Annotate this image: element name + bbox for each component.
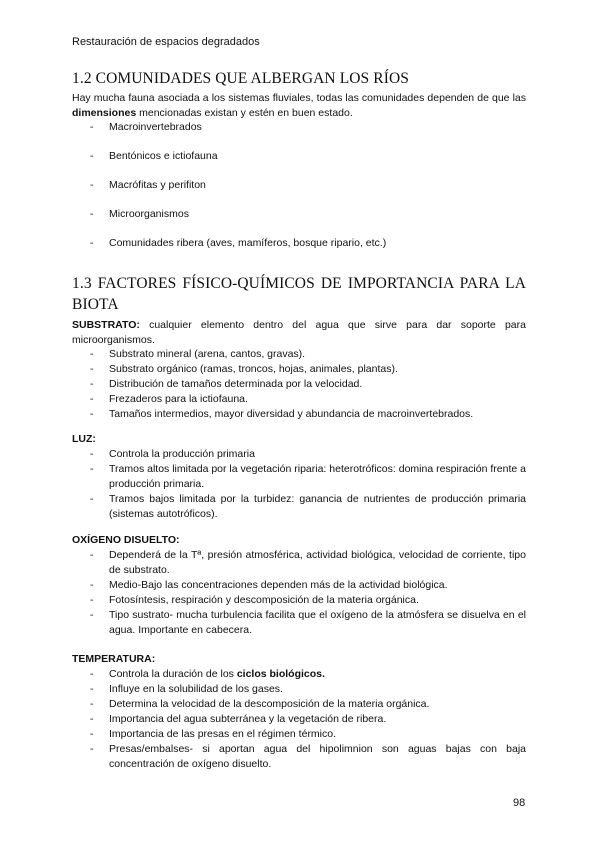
list-item-text: Presas/embalses- si aportan agua del hipolimnion son aguas bajas con baja concentración de oxígeno disuelto. bbox=[109, 742, 526, 770]
substrato-list bbox=[72, 347, 526, 422]
intro-text-end: mencionadas existan y estén en buen estado. bbox=[136, 106, 353, 119]
luz-block bbox=[72, 432, 526, 522]
dash-bullet: - bbox=[90, 408, 94, 420]
dash-bullet: - bbox=[90, 727, 94, 740]
dash-bullet: - bbox=[90, 348, 94, 360]
temperatura-heading bbox=[72, 652, 526, 667]
list-item-text: Microorganismos bbox=[109, 208, 189, 220]
list-item bbox=[72, 608, 526, 638]
substrato-label: SUBSTRATO: bbox=[72, 319, 140, 331]
dash-bullet: - bbox=[90, 593, 94, 606]
dash-bullet: - bbox=[90, 447, 94, 460]
list-item-text: Macroinvertebrados bbox=[109, 121, 202, 133]
communities-list bbox=[72, 120, 526, 251]
list-item-text: Medio-Bajo las concentraciones dependen más de la actividad biológica. bbox=[109, 578, 448, 591]
list-item bbox=[72, 362, 526, 377]
dash-bullet: - bbox=[90, 363, 94, 375]
section-1-2-intro bbox=[72, 91, 526, 120]
temperatura-list bbox=[72, 667, 526, 772]
oxigeno-label: OXÍGENO DISUELTO: bbox=[72, 534, 180, 546]
section-1-3-title-line1: 1.3 FACTORES FÍSICO-QUÍMICOS DE IMPORTANCIA PARA LA bbox=[72, 275, 526, 292]
dash-bullet: - bbox=[90, 548, 94, 561]
dash-bullet: - bbox=[90, 121, 94, 133]
dash-bullet: - bbox=[90, 492, 94, 505]
list-item bbox=[72, 407, 526, 422]
list-item-text: Tramos bajos limitada por la turbidez: ganancia de nutrientes de producción primaria (sistemas autotróficos). bbox=[109, 492, 526, 520]
list-item-text: Macrófitas y perifiton bbox=[109, 179, 206, 191]
dash-bullet: - bbox=[90, 608, 94, 621]
substrato-intro bbox=[72, 318, 526, 347]
list-item bbox=[72, 712, 526, 727]
list-item bbox=[72, 727, 526, 742]
list-item bbox=[72, 149, 526, 164]
dash-bullet: - bbox=[90, 742, 94, 755]
list-item bbox=[72, 462, 526, 492]
temperatura-block bbox=[72, 652, 526, 772]
list-item bbox=[72, 578, 526, 593]
oxigeno-heading bbox=[72, 533, 526, 548]
list-item bbox=[72, 548, 526, 578]
dash-bullet: - bbox=[90, 208, 94, 220]
list-item bbox=[72, 377, 526, 392]
list-item-text: Importancia de las presas en el régimen térmico. bbox=[109, 727, 337, 740]
luz-list bbox=[72, 447, 526, 522]
list-item bbox=[72, 207, 526, 222]
list-item-text: Controla la duración de los bbox=[109, 667, 237, 680]
intro-text: Hay mucha fauna asociada a los sistemas fluviales, todas las comunidades dependen de que las bbox=[72, 92, 526, 104]
dash-bullet: - bbox=[90, 682, 94, 695]
page-number: 98 bbox=[513, 797, 526, 809]
list-item bbox=[72, 120, 526, 135]
list-item-text: Bentónicos e ictiofauna bbox=[109, 150, 218, 162]
list-item-text: Fotosíntesis, respiración y descomposición de la materia orgánica. bbox=[109, 593, 419, 606]
list-item-bold: ciclos biológicos. bbox=[236, 667, 325, 680]
list-item bbox=[72, 236, 526, 251]
list-item bbox=[72, 447, 526, 462]
list-item bbox=[72, 742, 526, 772]
list-item bbox=[72, 667, 526, 682]
list-item-text: Importancia del agua subterránea y la vegetación de ribera. bbox=[109, 712, 387, 725]
list-item bbox=[72, 178, 526, 193]
list-item-text: Substrato mineral (arena, cantos, gravas). bbox=[109, 348, 306, 360]
dash-bullet: - bbox=[90, 378, 94, 390]
oxigeno-list bbox=[72, 548, 526, 638]
dash-bullet: - bbox=[90, 667, 94, 680]
dash-bullet: - bbox=[90, 462, 94, 475]
substrato-block bbox=[72, 318, 526, 422]
dash-bullet: - bbox=[90, 712, 94, 725]
temperatura-label: TEMPERATURA: bbox=[72, 653, 156, 665]
oxigeno-block bbox=[72, 533, 526, 638]
list-item bbox=[72, 347, 526, 362]
list-item-text: Distribución de tamaños determinada por la velocidad. bbox=[109, 378, 363, 390]
dash-bullet: - bbox=[90, 697, 94, 710]
dash-bullet: - bbox=[90, 393, 94, 405]
list-item-text: Controla la producción primaria bbox=[109, 447, 255, 460]
substrato-text: cualquier elemento dentro del agua que sirve para dar soporte para microorganismos. bbox=[72, 319, 526, 346]
list-item bbox=[72, 392, 526, 407]
dash-bullet: - bbox=[90, 179, 94, 191]
section-1-2-title: 1.2 COMUNIDADES QUE ALBERGAN LOS RÍOS bbox=[72, 70, 409, 87]
list-item-text: Tamaños intermedios, mayor diversidad y abundancia de macroinvertebrados. bbox=[109, 408, 474, 420]
list-item-text: Frezaderos para la ictiofauna. bbox=[109, 393, 248, 405]
list-item-text: Comunidades ribera (aves, mamíferos, bosque ripario, etc.) bbox=[109, 237, 387, 249]
section-1-3-title-line2: BIOTA bbox=[72, 296, 119, 313]
list-item bbox=[72, 682, 526, 697]
list-item-text: Substrato orgánico (ramas, troncos, hojas, animales, plantas). bbox=[109, 363, 398, 375]
list-item bbox=[72, 697, 526, 712]
luz-label: LUZ: bbox=[72, 433, 96, 445]
dash-bullet: - bbox=[90, 578, 94, 591]
section-1-3-heading bbox=[72, 274, 526, 316]
list-item-text: Tramos altos limitada por la vegetación riparia: heterotróficos: domina respiración frente a producción primaria. bbox=[109, 462, 526, 490]
list-item-text: Determina la velocidad de la descomposición de la materia orgánica. bbox=[109, 697, 430, 710]
list-item bbox=[72, 593, 526, 608]
dash-bullet: - bbox=[90, 150, 94, 162]
intro-bold: dimensiones bbox=[72, 106, 137, 119]
section-1-2 bbox=[72, 70, 526, 251]
running-header: Restauración de espacios degradados bbox=[72, 36, 260, 48]
list-item-text: Influye en la solubilidad de los gases. bbox=[109, 682, 283, 695]
list-item bbox=[72, 492, 526, 522]
list-item-text: Tipo sustrato- mucha turbulencia facilita que el oxígeno de la atmósfera se disuelva en el agua. Importante en cabecera. bbox=[109, 608, 526, 636]
dash-bullet: - bbox=[90, 237, 94, 249]
luz-heading bbox=[72, 432, 526, 447]
list-item-text: Dependerá de la Tª, presión atmosférica, actividad biológica, velocidad de corriente, tipo de substrato. bbox=[109, 548, 526, 576]
